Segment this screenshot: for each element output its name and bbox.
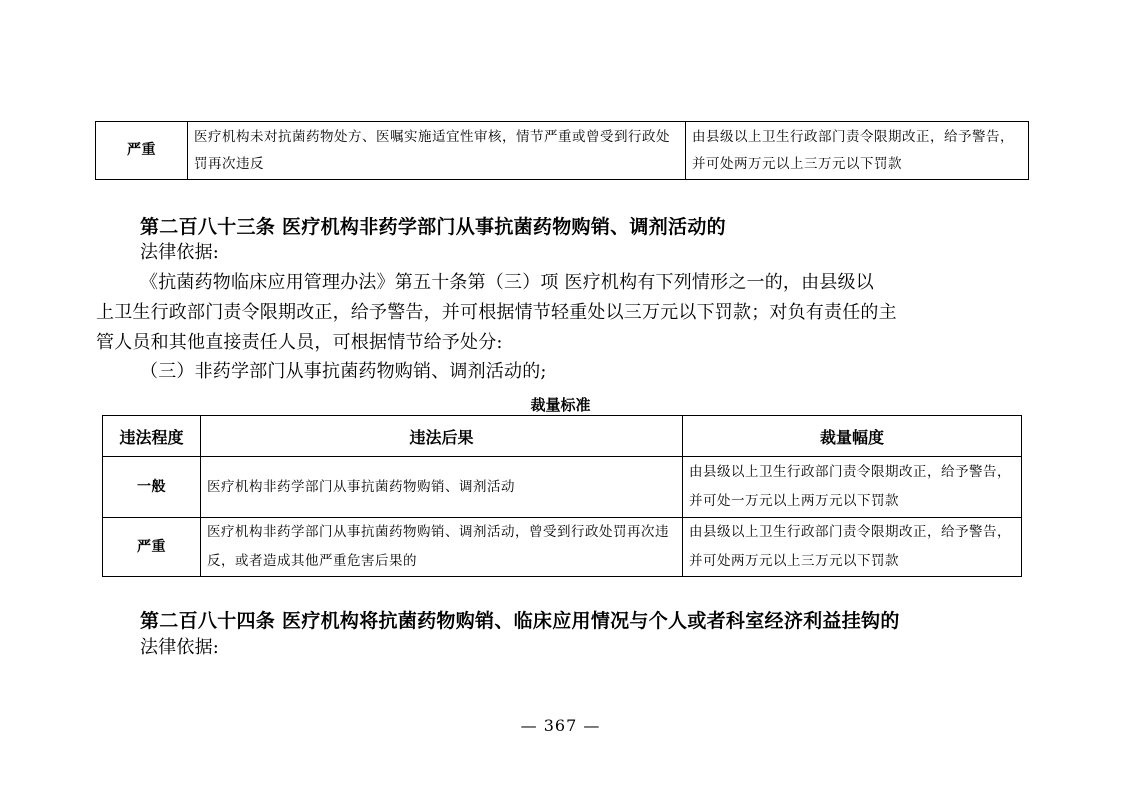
header-violation-consequence: 违法后果 bbox=[201, 416, 683, 457]
header-violation-level: 违法程度 bbox=[103, 416, 201, 457]
violation-level-cell: 严重 bbox=[96, 122, 188, 180]
violation-level-cell: 严重 bbox=[103, 518, 201, 577]
header-penalty-range: 裁量幅度 bbox=[683, 416, 1022, 457]
violation-consequence-cell: 医疗机构非药学部门从事抗菌药物购销、调剂活动 bbox=[201, 457, 683, 518]
table-header-row bbox=[103, 416, 1022, 457]
article-283-title: 第二百八十三条 医疗机构非药学部门从事抗菌药物购销、调剂活动的 bbox=[140, 216, 726, 238]
penalty-range-cell: 由县级以上卫生行政部门责令限期改正，给予警告，并可处两万元以上三万元以下罚款 bbox=[683, 518, 1022, 577]
article-283-basis-label: 法律依据: bbox=[140, 242, 220, 263]
violation-consequence-cell: 医疗机构非药学部门从事抗菌药物购销、调剂活动，曾受到行政处罚再次违反，或者造成其他严重危害后果的 bbox=[201, 518, 683, 577]
continued-penalty-table bbox=[95, 121, 1029, 180]
article-283-basis-line-2: 上卫生行政部门责令限期改正，给予警告，并可根据情节轻重处以三万元以下罚款；对负有责任的主 bbox=[96, 302, 897, 323]
article-283-basis-line-3: 管人员和其他直接责任人员，可根据情节给予处分: bbox=[96, 332, 503, 353]
standard-table-caption: 裁量标准 bbox=[530, 396, 591, 414]
violation-level-cell: 一般 bbox=[103, 457, 201, 518]
article-283-item-3: （三）非药学部门从事抗菌药物购销、调剂活动的; bbox=[140, 361, 547, 382]
article-284-basis-label: 法律依据: bbox=[140, 637, 220, 658]
penalty-range-cell: 由县级以上卫生行政部门责令限期改正，给予警告，并可处一万元以上两万元以下罚款 bbox=[683, 457, 1022, 518]
article-283-basis-line-1: 《抗菌药物临床应用管理办法》第五十条第（三）项 医疗机构有下列情形之一的，由县级以 bbox=[140, 272, 874, 293]
article-284-title: 第二百八十四条 医疗机构将抗菌药物购销、临床应用情况与个人或者科室经济利益挂钩的 bbox=[140, 610, 900, 632]
violation-consequence-cell: 医疗机构未对抗菌药物处方、医嘱实施适宜性审核，情节严重或曾受到行政处罚再次违反 bbox=[188, 122, 686, 180]
page-number: — 367 — bbox=[520, 716, 601, 735]
penalty-range-cell: 由县级以上卫生行政部门责令限期改正，给予警告，并可处两万元以上三万元以下罚款 bbox=[686, 122, 1029, 180]
table-row bbox=[103, 457, 1022, 518]
table-row bbox=[96, 122, 1029, 180]
table-row bbox=[103, 518, 1022, 577]
penalty-standard-table bbox=[102, 415, 1022, 577]
